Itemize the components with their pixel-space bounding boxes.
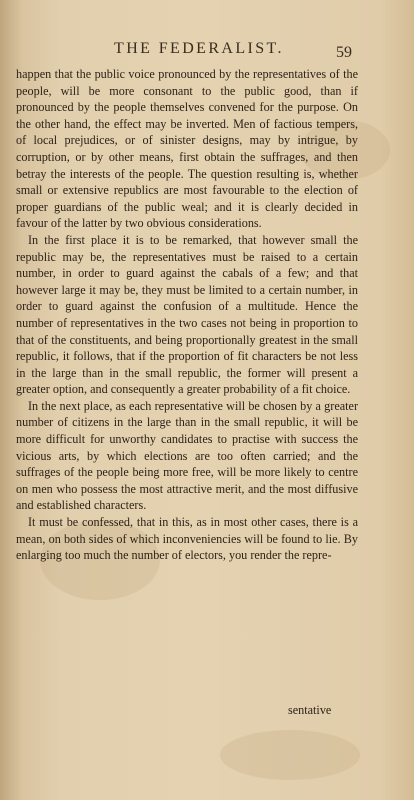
- paragraph-3: In the next place, as each representative will be chosen by a greater number of citizens in the large than in the small republic, it will be more difficult for unworthy candidates to practise with success the vicious arts, by which elections are too often carried; and the suffrages of the people being more free, will be more likely to centre on men who possess the most attractive merit, and the most diffusive and established characters.: [16, 398, 358, 513]
- body-text: [16, 66, 358, 564]
- paragraph-2: In the first place it is to be remarked, that however small the republic may be, the representatives must be raised to a certain number, in order to guard against the cabals of a few; and that however large it may be, they must be limited to a certain number, in order to guard against the confusion of a multitude. Hence the number of representatives in the two cases not being in proportion to that of the constituents, and being proportionally greatest in the small republic, it follows, that if the proportion of fit characters be not less in the large than in the small republic, the former will present a greater option, and consequently a greater probability of a fit choice.: [16, 232, 358, 397]
- paper-stain: [220, 730, 360, 780]
- paragraph-4: It must be confessed, that in this, as in most other cases, there is a mean, on both sides of which inconveniencies will be found to lie. By enlarging too much the number of electors, you render the repre-: [16, 515, 358, 563]
- page-number: 59: [336, 44, 352, 61]
- paragraph-1: happen that the public voice pronounced by the representatives of the people, will be more consonant to the public good, than if pronounced by the people themselves convened for the purpose. On the other hand, the effect may be inverted. Men of factious tempers, of local prejudices, or of sinister designs, may by intrigue, by corruption, or by other means, first obtain the suffrages, and then betray the interests of the people. The question resulting is, whether small or extensive republics are most favourable to the election of proper guardians of the public weal; and it is clearly decided in favour of the latter by two obvious considerations.: [16, 67, 358, 231]
- running-head: THE FEDERALIST.: [114, 40, 284, 57]
- catchword: sentative: [288, 703, 332, 717]
